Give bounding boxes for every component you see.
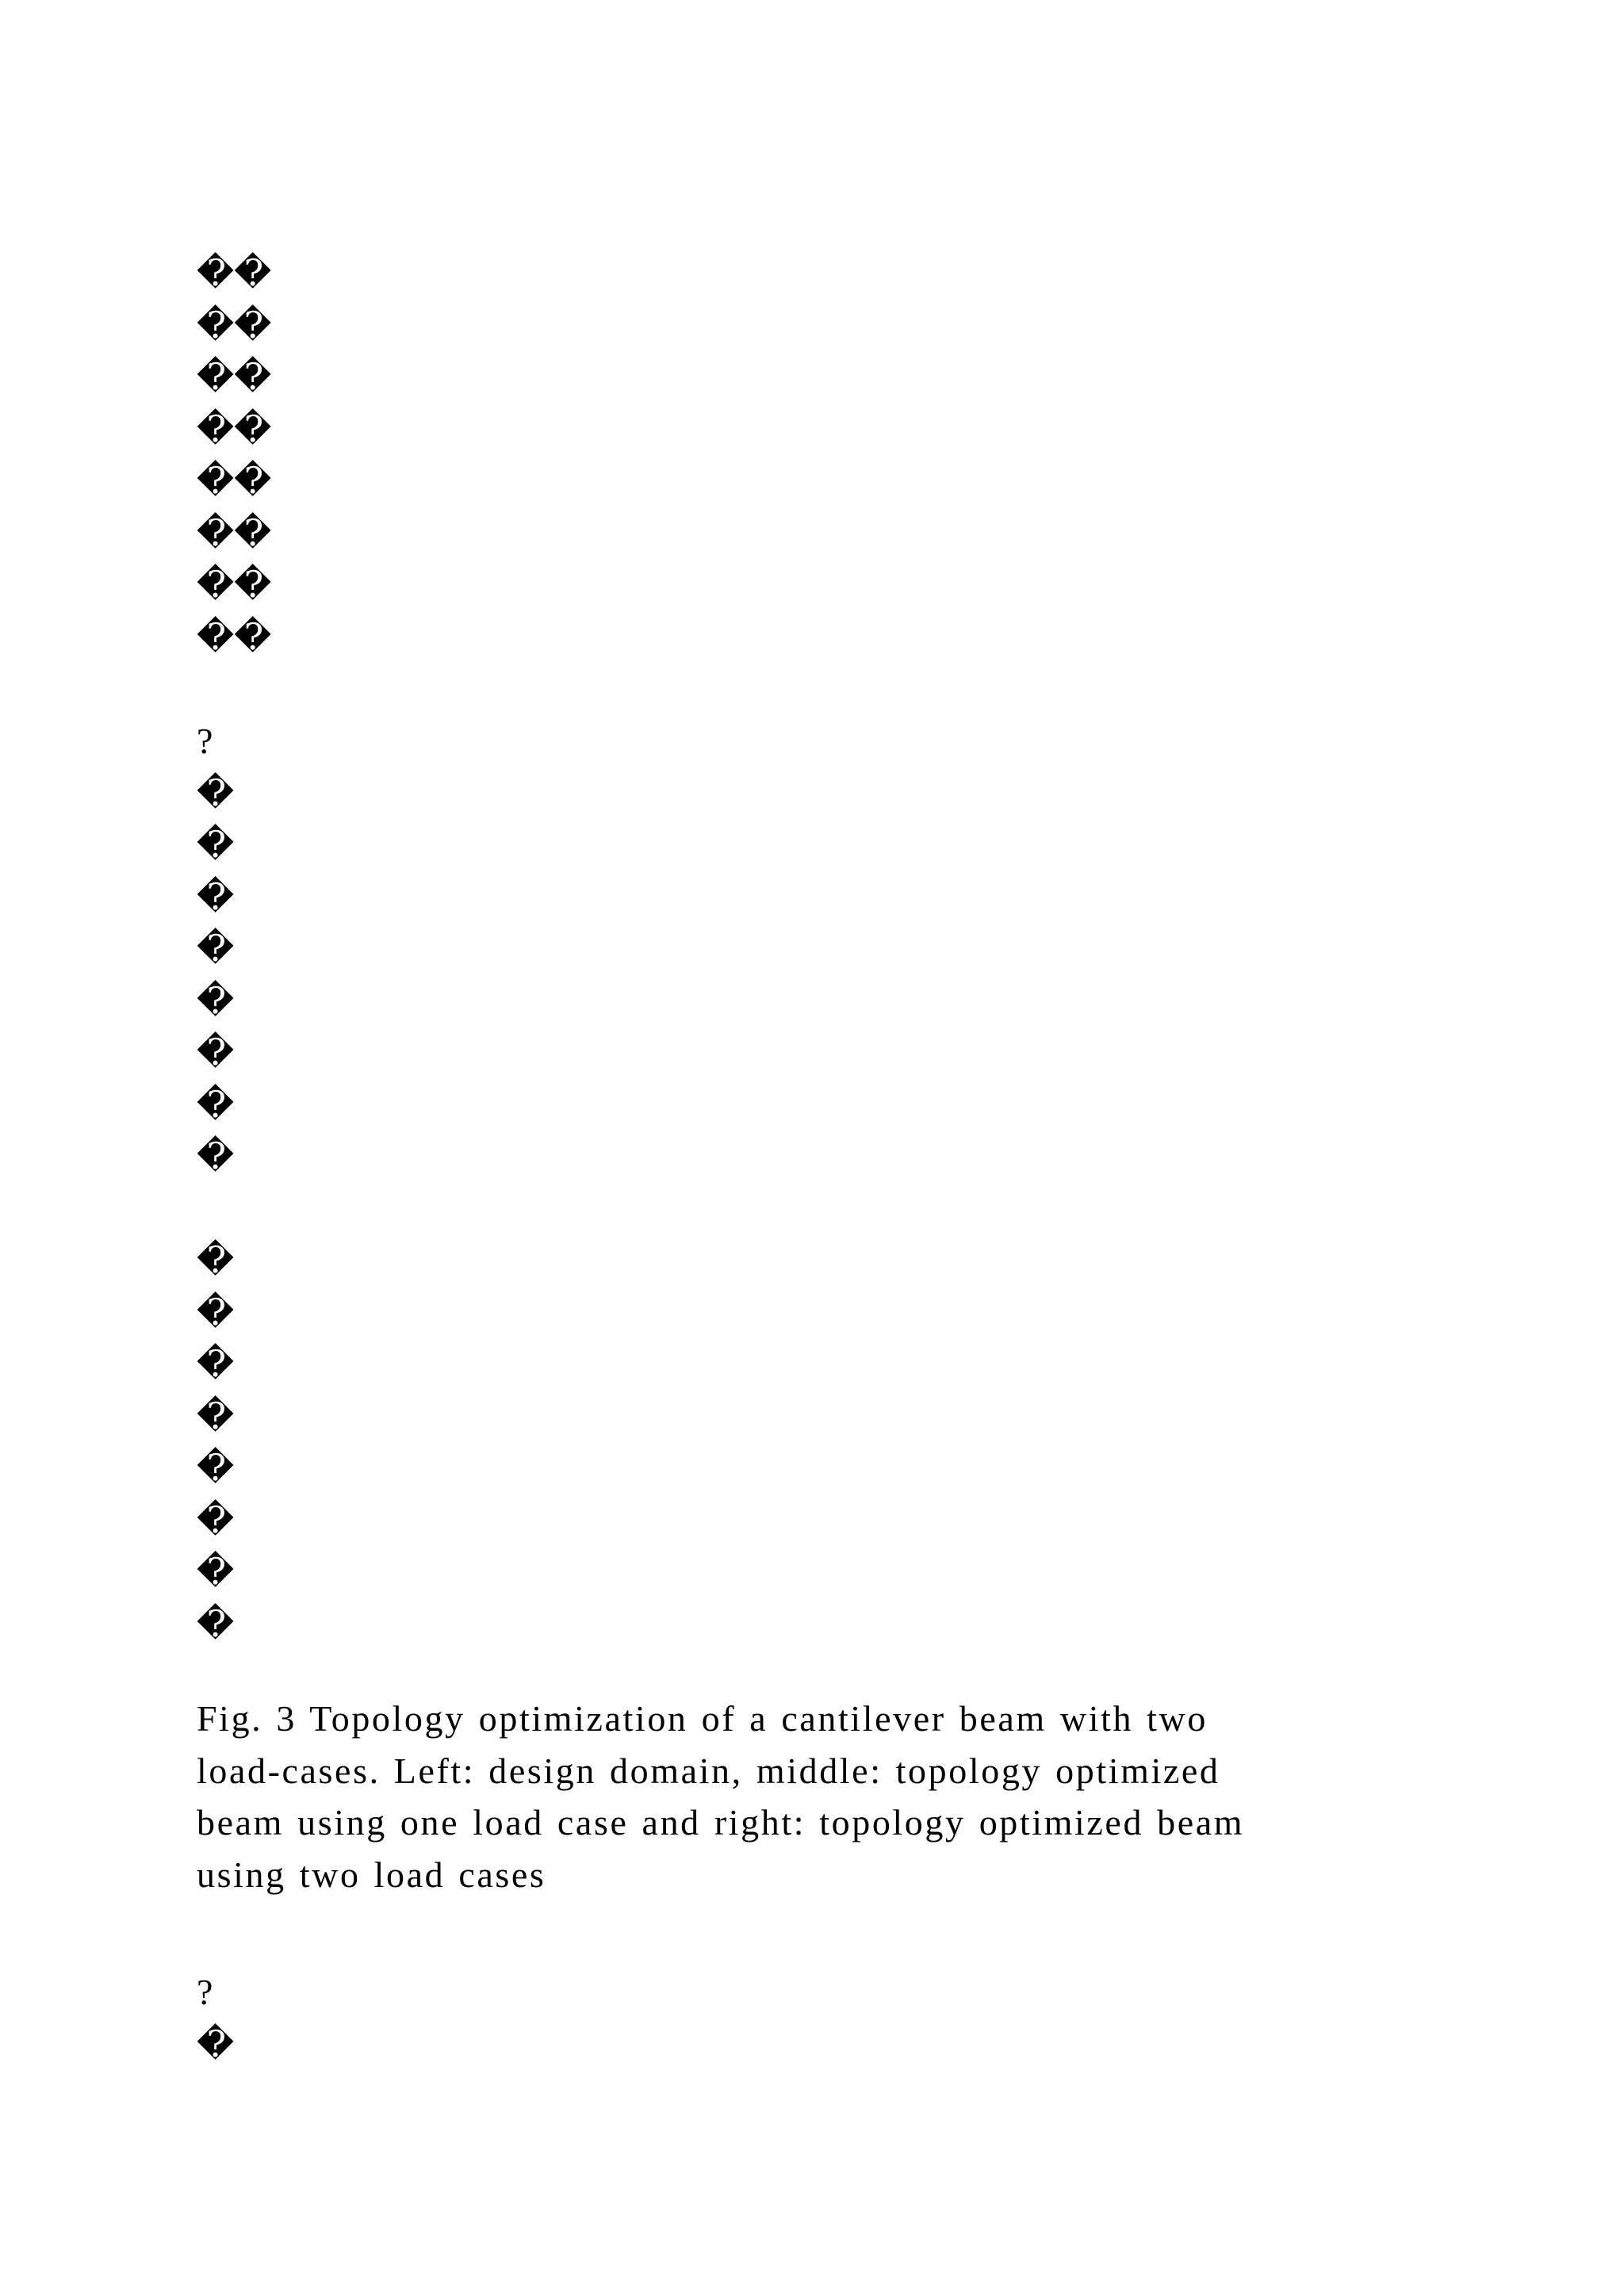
caption-line: using two load cases [197, 1854, 546, 1895]
glyph-line: � [197, 1603, 235, 1644]
glyph-line: � [197, 1240, 235, 1280]
glyph-line: � [197, 825, 235, 865]
glyph-line: �� [197, 564, 272, 605]
glyph-line: �� [197, 408, 272, 450]
glyph-line: � [197, 2023, 235, 2064]
glyph-line: � [197, 1136, 235, 1177]
glyph-line: �� [197, 461, 272, 501]
figure-caption [197, 1693, 1434, 1900]
caption-line: beam using one load case and right: topology optimized beam [197, 1802, 1245, 1843]
glyph-block-tail [197, 1966, 234, 2070]
question-mark-line: ? [197, 721, 213, 761]
glyph-line: � [197, 1395, 235, 1437]
glyph-block-2 [197, 715, 234, 1183]
glyph-line: � [197, 1448, 235, 1488]
glyph-line: �� [197, 357, 272, 397]
glyph-line: � [197, 876, 235, 917]
glyph-line: � [197, 772, 235, 813]
glyph-line: � [197, 928, 235, 969]
question-mark-line: ? [197, 1972, 213, 2012]
glyph-line: �� [197, 304, 272, 346]
glyph-line: � [197, 1344, 235, 1384]
glyph-line: � [197, 980, 235, 1021]
glyph-line: �� [197, 616, 272, 657]
glyph-block-3 [197, 1234, 234, 1650]
glyph-line: �� [197, 512, 272, 553]
glyph-line: � [197, 1032, 235, 1073]
glyph-line: � [197, 1292, 235, 1333]
glyph-line: � [197, 1084, 235, 1125]
caption-line: Fig. 3 Topology optimization of a cantilever beam with two [197, 1698, 1208, 1739]
caption-line: load-cases. Left: design domain, middle: topology optimized [197, 1750, 1220, 1791]
glyph-line: �� [197, 253, 272, 293]
glyph-block-1 [197, 247, 271, 663]
glyph-line: � [197, 1552, 235, 1592]
glyph-line: � [197, 1499, 235, 1540]
